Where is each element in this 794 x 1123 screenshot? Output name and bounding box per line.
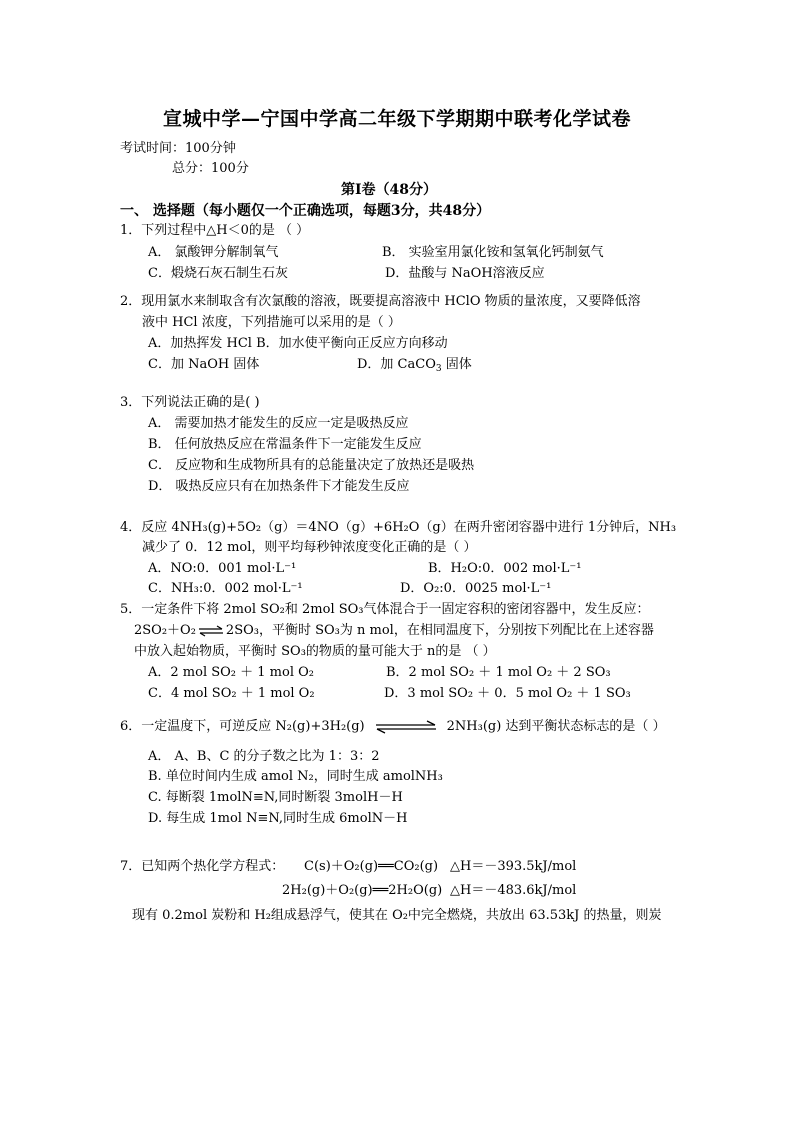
q1-option-a: A． 氯酸钾分解制氧气 bbox=[148, 245, 279, 260]
q4-option-d: D．O₂:0．0025 mol·L⁻¹ bbox=[400, 581, 552, 596]
q7-body: 现有 0.2mol 炭粉和 H₂组成悬浮气，使其在 O₂中完全燃烧，共放出 63.53kJ 的热量，则炭 bbox=[132, 908, 662, 923]
q5-eq-products: 2SO₃，平衡时 SO₃为 n mol，在相同温度下，分别按下列配比在上述容器 bbox=[225, 623, 654, 638]
page-title: 宣城中学—宁国中学高二年级下学期期中联考化学试卷 bbox=[162, 108, 631, 130]
q6-stem-pre: 6．一定温度下，可逆反应 N₂(g)+3H₂(g) bbox=[120, 719, 365, 734]
q7-enthalpy-1: △H＝－393.5kJ/mol bbox=[450, 859, 577, 874]
q1-option-d: D．盐酸与 NaOH溶液反应 bbox=[385, 266, 545, 281]
q4-option-a: A．NO:0．001 mol·L⁻¹ bbox=[148, 561, 297, 576]
part-heading: 第Ⅰ卷（48分） bbox=[341, 182, 438, 198]
q3-option-a: A． 需要加热才能发生的反应一定是吸热反应 bbox=[148, 416, 409, 431]
equilibrium-arrow-icon bbox=[373, 720, 439, 734]
q3-option-b: B． 任何放热反应在常温条件下一定能发生反应 bbox=[148, 437, 422, 452]
q2-stem-line2: 液中 HCl 浓度，下列措施可以采用的是（ ） bbox=[142, 315, 401, 330]
q2-option-d-sub: 3 bbox=[435, 364, 442, 374]
exam-time: 考试时间：100分钟 bbox=[120, 141, 236, 156]
q3-option-c: C． 反应物和生成物所具有的总能量决定了放热还是吸热 bbox=[148, 458, 475, 473]
q5-option-a: A．2 mol SO₂ ＋ 1 mol O₂ bbox=[148, 665, 314, 680]
q1-option-c: C．煅烧石灰石制生石灰 bbox=[148, 266, 288, 281]
q5-option-d: D．3 mol SO₂ ＋ 0．5 mol O₂ ＋ 1 SO₃ bbox=[384, 686, 631, 701]
q7-enthalpy-2: △H＝－483.6kJ/mol bbox=[450, 883, 577, 898]
q4-option-c: C．NH₃:0．002 mol·L⁻¹ bbox=[148, 581, 303, 596]
q2-option-c: C．加 NaOH 固体 bbox=[148, 357, 260, 372]
q6-stem-post: 2NH₃(g) 达到平衡状态标志的是（ ） bbox=[446, 719, 666, 734]
q4-option-b: B．H₂O:0．002 mol·L⁻¹ bbox=[428, 561, 582, 576]
q5-option-c: C．4 mol SO₂ ＋ 1 mol O₂ bbox=[148, 686, 315, 701]
section-heading: 一、 选择题（每小题仅一个正确选项，每题3分，共48分） bbox=[120, 203, 491, 219]
q6-option-b: B. 单位时间内生成 amol N₂，同时生成 amolNH₃ bbox=[148, 769, 443, 784]
q3-option-d: D． 吸热反应只有在加热条件下才能发生反应 bbox=[148, 479, 410, 494]
q6-option-a: A． A、B、C 的分子数之比为 1：3：2 bbox=[148, 749, 380, 764]
q2-option-d bbox=[357, 356, 472, 374]
q1-option-b: B． 实验室用氯化铵和氢氧化钙制氨气 bbox=[382, 245, 604, 260]
q2-option-d-post: 固体 bbox=[441, 357, 472, 372]
q6-option-c: C. 每断裂 1molN≡N,同时断裂 3molH－H bbox=[148, 790, 403, 805]
q3-stem: 3．下列说法正确的是( ) bbox=[120, 395, 260, 410]
q2-stem-line1: 2．现用氯水来制取含有次氯酸的溶液，既要提高溶液中 HClO 物质的量浓度，又要降低溶 bbox=[120, 294, 641, 309]
q5-stem-line2 bbox=[134, 622, 654, 640]
q4-stem-line1: 4．反应 4NH₃(g)+5O₂（g）＝4NO（g）+6H₂O（g）在两升密闭容器中进行 1分钟后，NH₃ bbox=[120, 520, 677, 535]
q4-stem-line2: 减少了 0．12 mol，则平均每秒钟浓度变化正确的是（ ） bbox=[142, 540, 477, 555]
q6-option-d: D. 每生成 1mol N≡N,同时生成 6molN－H bbox=[148, 811, 408, 826]
q2-option-ab: A．加热挥发 HCl B．加水使平衡向正反应方向移动 bbox=[148, 336, 448, 351]
q7-equation-1: C(s)＋O₂(g)══CO₂(g) bbox=[304, 859, 439, 874]
q7-stem-label: 7．已知两个热化学方程式： bbox=[120, 859, 285, 874]
q5-stem-line1: 5．一定条件下将 2mol SO₂和 2mol SO₃气体混合于一固定容积的密闭容器中，发生反应： bbox=[120, 602, 650, 617]
q5-eq-reactants: 2SO₂＋O₂ bbox=[134, 623, 196, 638]
q6-stem bbox=[120, 718, 666, 736]
q1-stem: 1．下列过程中△H＜0的是 （ ） bbox=[120, 223, 310, 238]
total-score: 总分：100分 bbox=[172, 161, 249, 176]
q7-equation-2: 2H₂(g)＋O₂(g)══2H₂O(g) bbox=[282, 883, 443, 898]
q5-option-b: B．2 mol SO₂ ＋ 1 mol O₂ ＋ 2 SO₃ bbox=[386, 665, 611, 680]
q5-stem-line3: 中放入起始物质，平衡时 SO₃的物质的量可能大于 n的是 （ ） bbox=[134, 644, 496, 659]
q2-option-d-pre: D．加 CaCO bbox=[357, 357, 436, 372]
equilibrium-arrow-icon bbox=[196, 625, 226, 637]
